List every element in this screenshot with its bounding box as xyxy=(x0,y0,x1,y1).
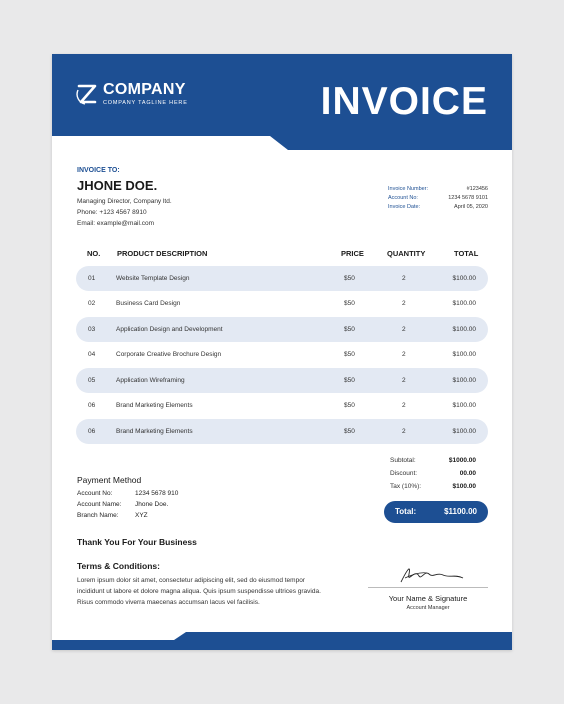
row-price: $50 xyxy=(344,326,355,333)
row-description: Brand Marketing Elements xyxy=(116,428,193,435)
table-row xyxy=(76,342,488,367)
row-total: $100.00 xyxy=(452,351,476,358)
row-description: Business Card Design xyxy=(116,300,181,307)
meta-label: Account No: xyxy=(388,195,418,201)
row-no: 06 xyxy=(88,428,96,435)
client-email: Email: example@mail.com xyxy=(77,220,155,227)
row-description: Corporate Creative Brochure Design xyxy=(116,351,222,358)
payment-method-title: Payment Method xyxy=(77,475,142,485)
row-quantity: 2 xyxy=(402,326,406,333)
client-phone: Phone: +123 4567 8910 xyxy=(77,209,147,216)
subtotal-label: Subtotal: xyxy=(390,457,416,464)
terms-title: Terms & Conditions: xyxy=(77,561,160,571)
discount-row xyxy=(390,470,476,477)
payment-label: Account No: xyxy=(77,490,113,497)
row-description: Brand Marketing Elements xyxy=(116,402,193,409)
meta-row xyxy=(388,194,488,203)
meta-value: #123456 xyxy=(466,186,488,192)
company-tagline: COMPANY TAGLINE HERE xyxy=(103,100,188,106)
row-total: $100.00 xyxy=(452,428,476,435)
col-header-quantity: QUANTITY xyxy=(387,249,426,258)
row-price: $50 xyxy=(344,428,355,435)
payment-row xyxy=(77,501,168,508)
tax-row xyxy=(390,483,476,490)
row-no: 04 xyxy=(88,351,96,358)
grand-total-badge xyxy=(384,501,488,523)
grand-total-label: Total: xyxy=(395,507,417,516)
row-no: 03 xyxy=(88,326,96,333)
subtotal-value: $1000.00 xyxy=(448,457,476,464)
thank-you-message: Thank You For Your Business xyxy=(77,537,197,547)
invoice-meta xyxy=(388,185,488,212)
row-quantity: 2 xyxy=(402,428,406,435)
subtotal-row xyxy=(390,457,476,464)
row-quantity: 2 xyxy=(402,351,406,358)
company-logo xyxy=(76,82,188,106)
payment-value: Jhone Doe. xyxy=(135,501,169,508)
meta-row xyxy=(388,203,488,212)
payment-value: XYZ xyxy=(135,512,148,519)
row-no: 05 xyxy=(88,377,96,384)
discount-value: 00.00 xyxy=(459,470,476,477)
tax-label: Tax (10%): xyxy=(390,483,422,490)
tax-value: $100.00 xyxy=(452,483,476,490)
payment-row xyxy=(77,490,178,497)
table-row xyxy=(76,266,488,291)
invoice-title: INVOICE xyxy=(320,80,488,123)
row-quantity: 2 xyxy=(402,377,406,384)
client-role: Managing Director, Company ltd. xyxy=(77,198,172,205)
payment-label: Account Name: xyxy=(77,501,122,508)
client-name: JHONE DOE. xyxy=(77,178,158,193)
row-price: $50 xyxy=(344,351,355,358)
signature-role: Account Manager xyxy=(406,605,450,611)
footer-banner xyxy=(52,632,512,650)
meta-value: 1234 5678 9101 xyxy=(448,195,488,201)
payment-value: 1234 5678 910 xyxy=(135,490,179,497)
invoice-sheet xyxy=(52,54,512,650)
signature-line xyxy=(368,587,488,588)
table-row xyxy=(76,291,488,316)
row-quantity: 2 xyxy=(402,275,406,282)
company-name: COMPANY xyxy=(103,81,186,98)
meta-label: Invoice Number: xyxy=(388,186,429,192)
row-total: $100.00 xyxy=(452,402,476,409)
z-logo-icon xyxy=(76,82,98,106)
col-header-price: PRICE xyxy=(341,249,364,258)
row-no: 06 xyxy=(88,402,96,409)
row-price: $50 xyxy=(344,275,355,282)
meta-value: April 05, 2020 xyxy=(454,204,488,210)
table-row xyxy=(76,393,488,418)
table-row xyxy=(76,317,488,342)
row-description: Application Wireframing xyxy=(116,377,185,384)
row-total: $100.00 xyxy=(452,300,476,307)
payment-row xyxy=(77,512,148,519)
signature-scribble xyxy=(397,560,467,590)
row-description: Website Template Design xyxy=(116,275,190,282)
meta-label: Invoice Date: xyxy=(388,204,421,210)
row-total: $100.00 xyxy=(452,377,476,384)
row-price: $50 xyxy=(344,300,355,307)
table-row xyxy=(76,368,488,393)
payment-label: Branch Name: xyxy=(77,512,119,519)
row-price: $50 xyxy=(344,377,355,384)
discount-label: Discount: xyxy=(390,470,418,477)
row-no: 02 xyxy=(88,300,96,307)
row-price: $50 xyxy=(344,402,355,409)
invoice-to-label: INVOICE TO: xyxy=(77,167,120,174)
col-header-no: NO. xyxy=(87,249,101,258)
terms-text: Lorem ipsum dolor sit amet, consectetur adipiscing elit, sed do eiusmod tempor incididunt ut labore et dolore magna aliqua. Quis ipsum suspendisse ultrices gravida. Risus commodo viverra maecenas accumsan lacus vel facilisis. xyxy=(77,577,321,606)
grand-total-value: $1100.00 xyxy=(444,507,477,516)
row-total: $100.00 xyxy=(452,275,476,282)
signature-name: Your Name & Signature xyxy=(388,594,468,603)
row-quantity: 2 xyxy=(402,402,406,409)
row-total: $100.00 xyxy=(452,326,476,333)
meta-row xyxy=(388,185,488,194)
col-header-total: TOTAL xyxy=(454,249,479,258)
col-header-description: PRODUCT DESCRIPTION xyxy=(117,249,208,258)
row-description: Application Design and Development xyxy=(116,326,223,333)
row-quantity: 2 xyxy=(402,300,406,307)
row-no: 01 xyxy=(88,275,96,282)
table-row xyxy=(76,419,488,444)
